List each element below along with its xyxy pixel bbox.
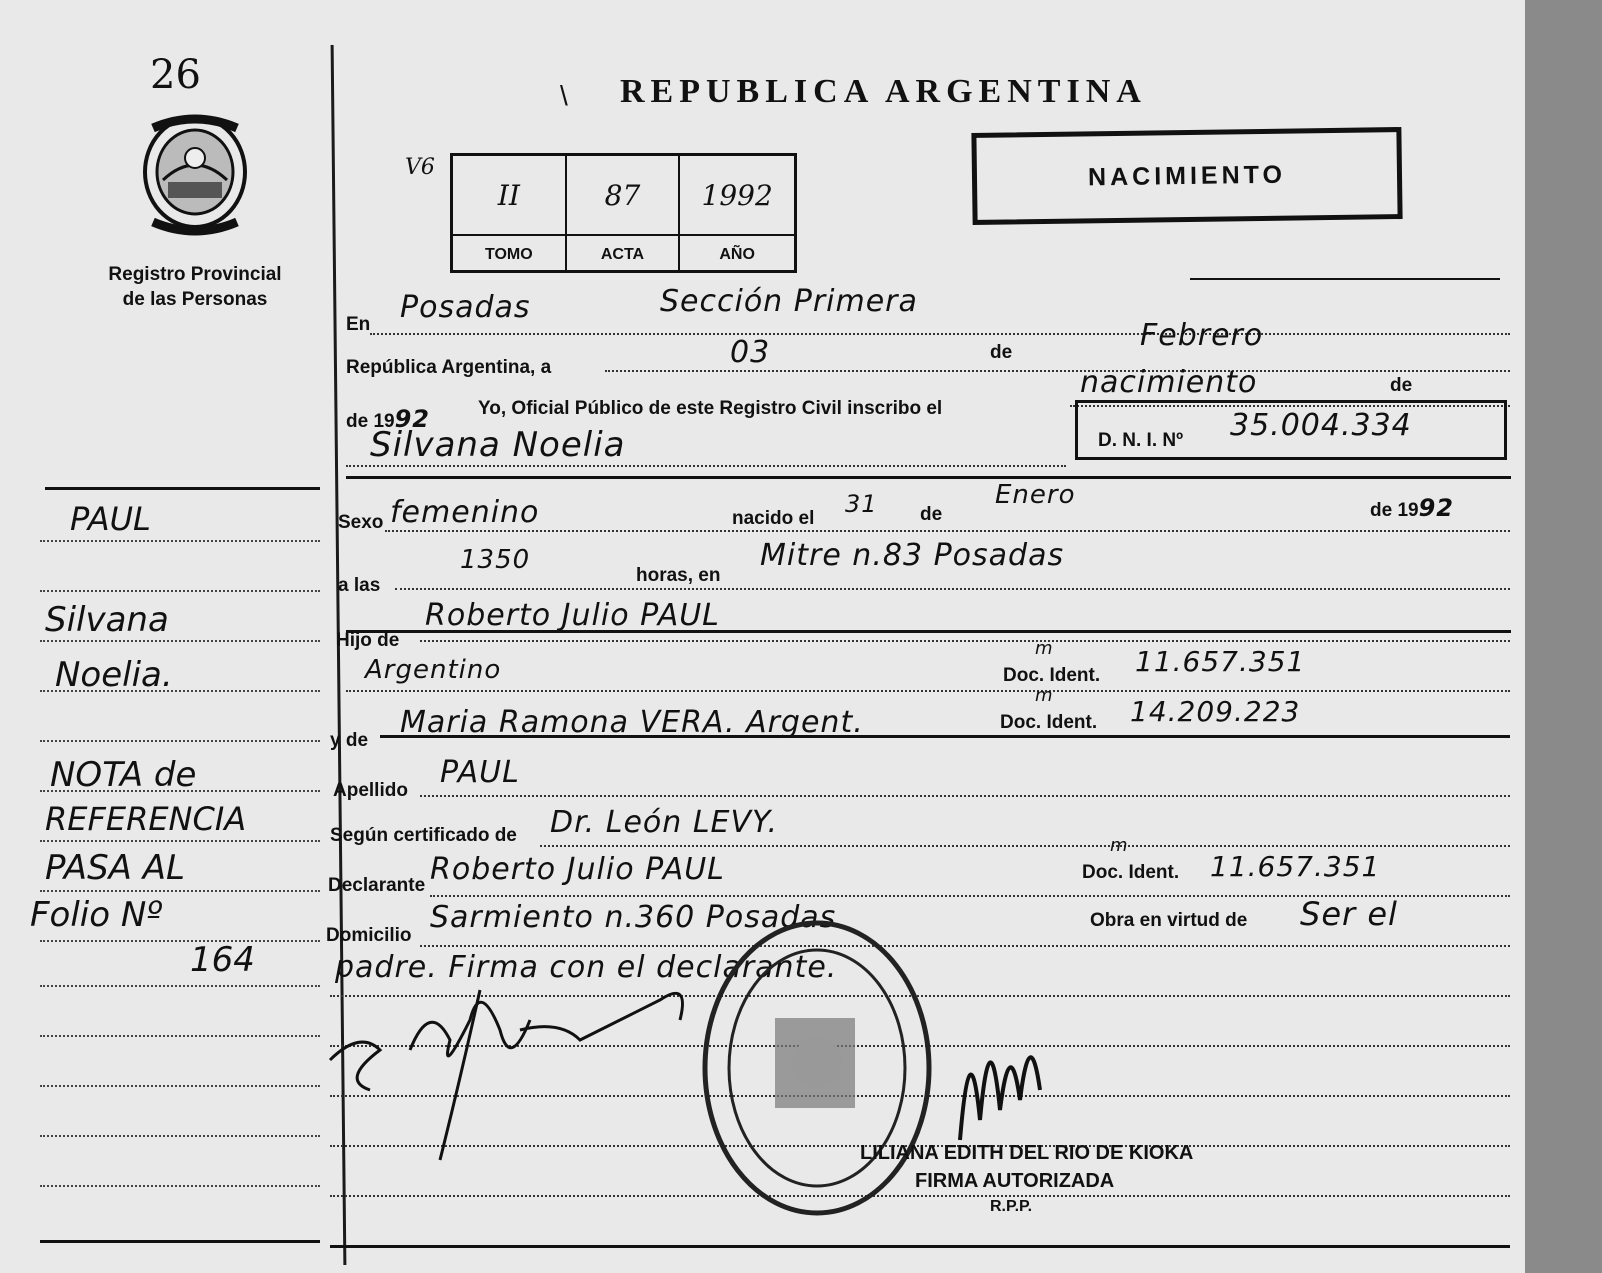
margin-name-1: Silvana (45, 600, 169, 640)
margin-name-2: Noelia. (55, 655, 173, 695)
tomo-label: TOMO (453, 236, 567, 273)
inscribo-label: Yo, Oficial Público de este Registro Civil inscribo el (478, 398, 943, 419)
sexo-value: femenino (390, 495, 540, 530)
domicilio-value: Sarmiento n.360 Posadas (430, 900, 837, 935)
father-doc-value: 11.657.351 (1135, 645, 1306, 678)
official-role: FIRMA AUTORIZADA (915, 1170, 1115, 1192)
rule (540, 845, 1510, 847)
rule (346, 465, 1066, 467)
year-prefix: de 1992 (346, 405, 430, 433)
background-edge (1525, 0, 1602, 1273)
margin-rule (40, 840, 320, 842)
page-number: 26 (150, 52, 201, 98)
rule (330, 1245, 1510, 1248)
margin-rule (45, 487, 320, 490)
domicilio-label: Domicilio (326, 925, 412, 946)
margin-note-3: PASA AL (45, 848, 185, 888)
margin-rule (40, 1085, 320, 1087)
declarante-doc-value: 11.657.351 (1210, 850, 1381, 883)
rule (385, 530, 1510, 532)
margin-rule (40, 985, 320, 987)
birth-day-value: 31 (845, 490, 878, 518)
de-label-2: de (1390, 375, 1413, 396)
day-value: 03 (730, 335, 771, 370)
horas-label: horas, en (636, 565, 721, 586)
dni-label: D. N. I. Nº (1098, 430, 1184, 451)
birth-month-value: Enero (995, 480, 1076, 510)
rule (395, 588, 1510, 590)
de-label-1: de (990, 342, 1013, 363)
apellido-value: PAUL (440, 755, 520, 790)
rule (420, 795, 1510, 797)
margin-rule (40, 940, 320, 942)
rule (1190, 278, 1500, 280)
rule (346, 476, 1511, 479)
obra-continuation-value: padre. Firma con el declarante. (335, 950, 838, 985)
obra-value: Ser el (1300, 895, 1398, 933)
mother-doc-mark: m (1035, 685, 1054, 706)
acta-label: ACTA (567, 236, 681, 273)
sexo-label: Sexo (338, 512, 384, 533)
certificado-label: Según certificado de (330, 825, 517, 846)
margin-note-5: 164 (190, 940, 255, 980)
provincial-emblem-icon (138, 110, 253, 240)
acta-value: 87 (567, 156, 681, 236)
margin-surname: PAUL (70, 500, 151, 538)
book-prefix: V6 (405, 155, 435, 180)
declarante-value: Roberto Julio PAUL (430, 852, 725, 887)
place-value: Posadas (400, 290, 531, 325)
declarante-doc-label: Doc. Ident. (1082, 862, 1180, 883)
mother-doc-value: 14.209.223 (1130, 695, 1301, 728)
hijo-label: Hijo de (336, 630, 400, 651)
registry-name-line1: Registro Provincial (108, 264, 282, 285)
dni-value: 35.004.334 (1230, 408, 1412, 443)
republica-label: República Argentina, a (346, 357, 552, 378)
child-name-value: Silvana Noelia (370, 425, 626, 465)
event-value: nacimiento (1080, 365, 1258, 400)
obra-label: Obra en virtud de (1090, 910, 1248, 931)
mother-doc-label: Doc. Ident. (1000, 712, 1098, 733)
book-reference-table (450, 153, 797, 273)
margin-rule (40, 590, 320, 592)
record-type: NACIMIENTO (1087, 160, 1287, 191)
record-type-box (971, 127, 1402, 225)
official-dept: R.P.P. (990, 1198, 1033, 1215)
doctor-value: Dr. León LEVY. (550, 805, 779, 840)
birth-year: de 1992 (1370, 494, 1454, 522)
y-de-label: y de (330, 730, 369, 751)
declarante-signature-icon (320, 960, 700, 1170)
nacido-label: nacido el (732, 508, 815, 529)
birth-time-value: 1350 (460, 545, 531, 575)
margin-note-2: REFERENCIA (45, 800, 247, 838)
rule (346, 690, 1510, 692)
declarante-label: Declarante (328, 875, 426, 896)
year-suffix: 92 (394, 405, 430, 433)
de-label-3: de (920, 504, 943, 525)
registry-name (70, 262, 320, 312)
month-value: Febrero (1140, 318, 1264, 353)
rule (420, 945, 1510, 947)
mother-value: Maria Ramona VERA. Argent. (400, 705, 864, 740)
anio-value: 1992 (680, 156, 794, 236)
margin-rule (40, 740, 320, 742)
anio-label: AÑO (719, 245, 755, 263)
official-seal-icon (700, 918, 935, 1218)
a-las-label: a las (338, 575, 381, 596)
section-value: Sección Primera (660, 284, 918, 319)
tomo-value: II (453, 156, 567, 236)
margin-rule (40, 540, 320, 542)
apellido-label: Apellido (333, 780, 408, 801)
father-value: Roberto Julio PAUL (425, 598, 720, 633)
margin-note-4: Folio Nº (30, 895, 163, 935)
margin-rule (40, 1240, 320, 1243)
father-nationality-value: Argentino (365, 655, 502, 685)
birth-place-value: Mitre n.83 Posadas (760, 538, 1065, 573)
margin-rule (40, 890, 320, 892)
rule (605, 370, 1510, 372)
margin-rule (40, 640, 320, 642)
document-title: REPUBLICA ARGENTINA (620, 73, 1147, 110)
father-doc-label: Doc. Ident. (1003, 665, 1101, 686)
margin-rule (40, 1135, 320, 1137)
rule (420, 640, 1510, 642)
father-doc-mark: m (1035, 638, 1054, 659)
official-name: LILIANA EDITH DEL RIO DE KIOKA (860, 1142, 1194, 1164)
rule (370, 333, 1510, 335)
stray-mark: \ (560, 80, 568, 111)
declarante-doc-mark: m (1110, 835, 1129, 856)
official-signature-icon (950, 1000, 1060, 1150)
margin-note-1: NOTA de (50, 755, 197, 795)
margin-rule (40, 1185, 320, 1187)
birth-year-suffix: 92 (1418, 494, 1454, 522)
registry-name-line2: de las Personas (122, 289, 268, 310)
margin-rule (40, 1035, 320, 1037)
en-label: En (346, 314, 371, 335)
